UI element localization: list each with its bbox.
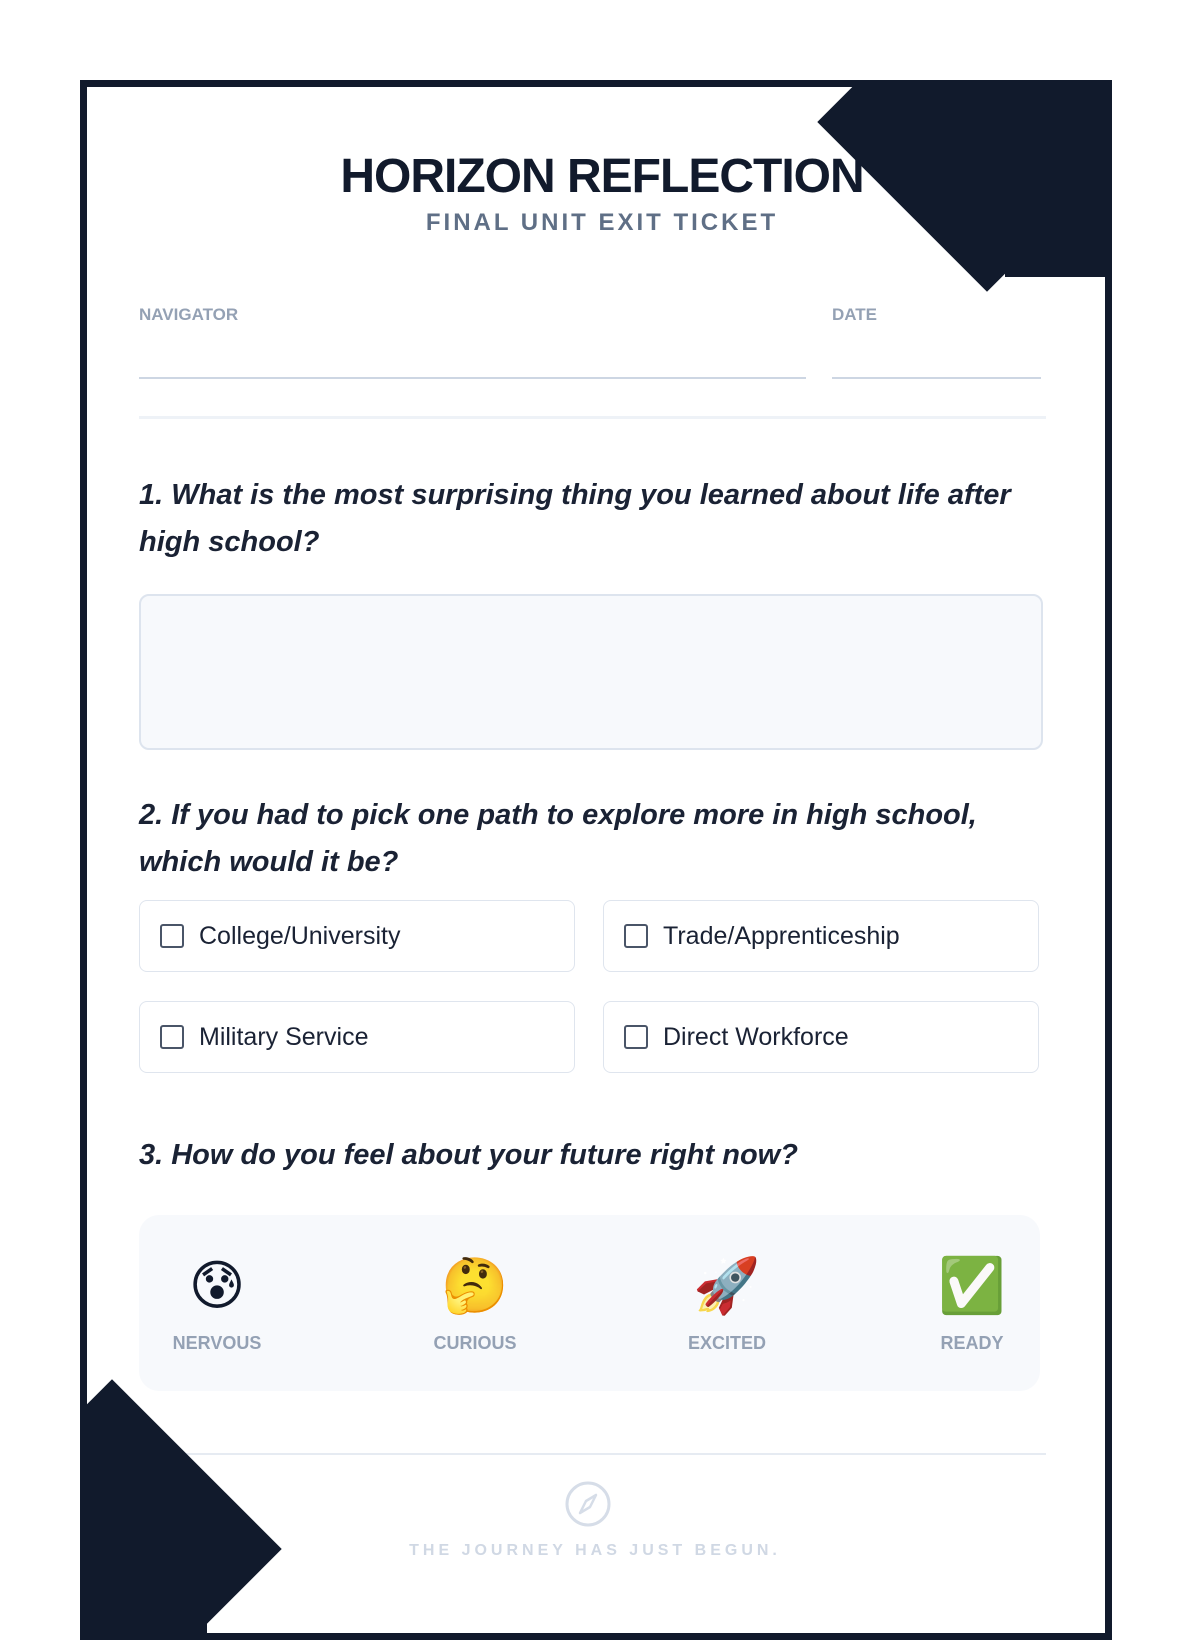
mood-ready[interactable] [892,1253,1052,1354]
mood-label: READY [940,1333,1004,1353]
mood-curious[interactable] [395,1253,555,1354]
exit-ticket-sheet [80,80,1112,1640]
check-mark-icon: ✅ [938,1256,1006,1316]
footer-divider [139,1453,1046,1455]
option-direct-workforce[interactable] [603,1001,1039,1073]
anxious-face-icon: 😰 [188,1256,246,1316]
mood-label: EXCITED [687,1333,766,1353]
mood-nervous[interactable] [137,1253,297,1354]
question-2: 2. If you had to pick one path to explore more in high school, which would it be? [139,799,977,878]
option-trade-apprenticeship[interactable] [603,900,1039,972]
navigator-field[interactable] [139,377,806,379]
option-label: College/University [199,921,401,950]
option-military-service[interactable] [139,1001,575,1073]
checkbox[interactable] [624,1025,648,1049]
compass-icon [564,1480,612,1528]
option-college-university[interactable] [139,900,575,972]
option-label: Direct Workforce [663,1022,849,1051]
checkbox[interactable] [160,1025,184,1049]
mood-label: NERVOUS [172,1333,262,1353]
date-field[interactable] [832,377,1041,379]
thinking-face-icon: 🤔 [441,1256,509,1316]
date-label: DATE [832,305,878,324]
mood-selector [139,1215,1040,1391]
mood-excited[interactable] [647,1253,807,1354]
navigator-label: NAVIGATOR [139,305,239,324]
page-subtitle: FINAL UNIT EXIT TICKET [425,209,779,236]
checkbox[interactable] [624,924,648,948]
page-title: HORIZON REFLECTION [340,150,864,203]
corner-decoration-bottom-left-fill [80,1507,207,1640]
checkbox[interactable] [160,924,184,948]
question-3: 3. How do you feel about your future right now? [139,1139,798,1171]
footer-message: THE JOURNEY HAS JUST BEGUN. [409,1542,781,1559]
option-label: Military Service [199,1022,369,1051]
mood-label: CURIOUS [433,1333,517,1353]
question-1: 1. What is the most surprising thing you learned about life after high school? [139,479,1011,558]
option-label: Trade/Apprenticeship [663,921,900,950]
section-divider [139,416,1046,419]
rocket-icon: 🚀 [693,1256,761,1316]
corner-decoration-top-right-fill [1005,80,1112,277]
answer-1-textarea[interactable] [139,594,1043,750]
